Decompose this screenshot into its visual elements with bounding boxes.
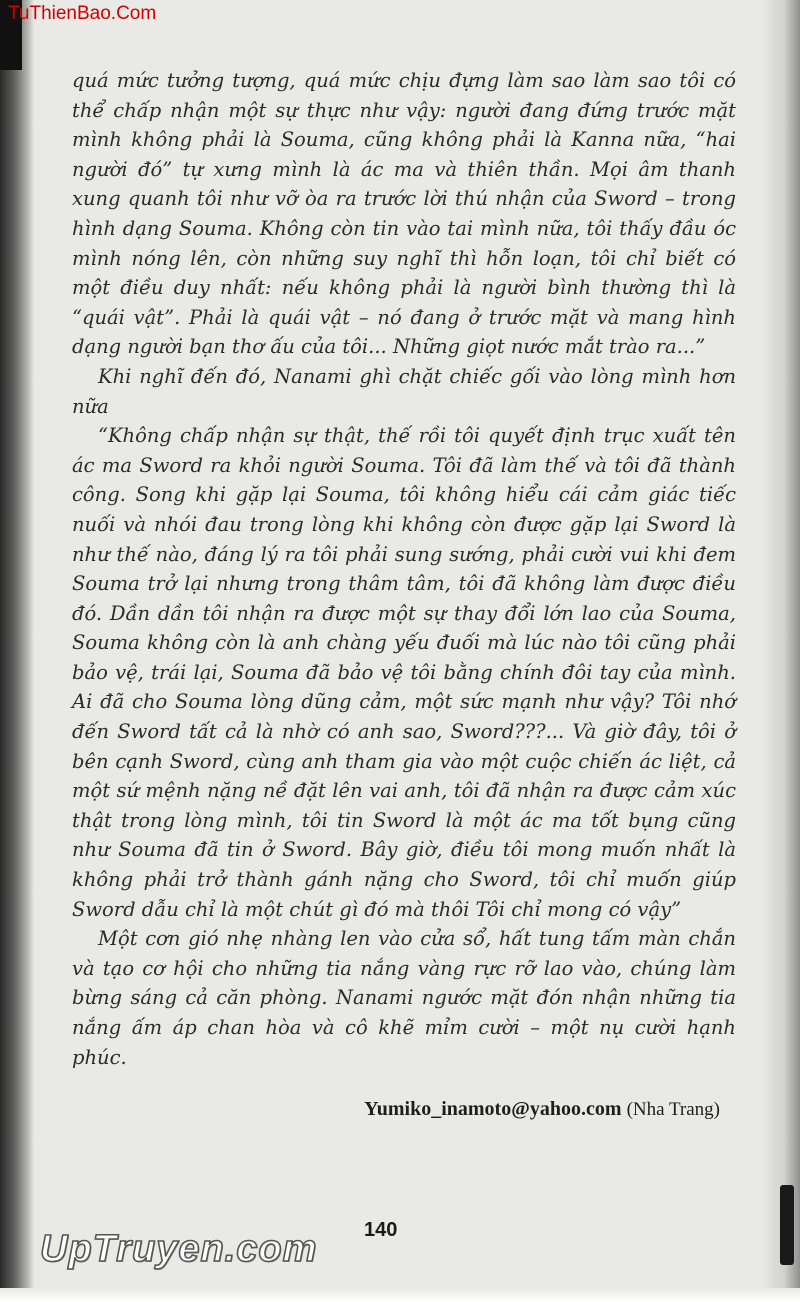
bottom-watermark: UpTruyen.com (40, 1228, 318, 1270)
scan-edge-mark (780, 1185, 794, 1265)
author-email: Yumiko_inamoto@yahoo.com (364, 1098, 622, 1120)
author-location: (Nha Trang) (626, 1099, 720, 1120)
paragraph-3: “Không chấp nhận sự thật, thế rồi tôi quyết định trục xuất tên ác ma Sword ra khỏi người Souma. Tôi đã làm thế và tôi đã thành công. Song khi gặp lại Souma, tôi không hiểu cái cảm giác tiếc nuối và nhói đau trong lòng khi không còn được gặp lại Sword là như thế nào, đáng lý ra tôi phải sung sướng, phải cười vui khi đem Souma trở lại nhưng trong thâm tâm, tôi đã không làm được điều đó. Dần dần tôi nhận ra được một sự thay đổi lớn lao của Souma, Souma không còn là anh chàng yếu đuối mà lúc nào tôi cũng phải bảo vệ, trái lại, Souma đã bảo vệ tôi bằng chính đôi tay của mình. Ai đã cho Souma lòng dũng cảm, một sức mạnh như vậy? Tôi nhớ đến Sword tất cả là nhờ có anh sao, Sword???... Và giờ đây, tôi ở bên cạnh Sword, cùng anh tham gia vào một cuộc chiến ác liệt, cả một sứ mệnh nặng nề đặt lên vai anh, tôi đã nhận ra được cảm xúc thật trong lòng mình, tôi tin Sword là một ác ma tốt bụng cũng như Souma đã tin ở Sword. Bây giờ, điều tôi mong muốn nhất là không phải trở thành gánh nặng cho Sword, tôi chỉ muốn giúp Sword dẫu chỉ là một chút gì đó mà thôi Tôi chỉ mong có vậy” (72, 424, 736, 921)
scan-left-shadow (0, 0, 34, 1302)
scan-bottom-edge (0, 1288, 800, 1302)
story-text (72, 66, 736, 1072)
author-signature (240, 1098, 720, 1121)
scan-right-shadow (760, 0, 800, 1302)
paragraph-1: quá mức tưởng tượng, quá mức chịu đựng làm sao làm sao tôi có thể chấp nhận một sự thực như vậy: người đang đứng trước mặt mình không phải là Souma, cũng không phải là Kanna nữa, “hai người đó” tự xưng mình là ác ma và thiên thần. Mọi âm thanh xung quanh tôi như vỡ òa ra trước lời thú nhận của Sword – trong hình dạng Souma. Không còn tin vào tai mình nữa, tôi thấy đầu óc mình nóng lên, còn những suy nghĩ thì hỗn loạn, tôi chỉ biết có một điều duy nhất: nếu không phải là người bình thường thì là “quái vật”. Phải là quái vật – nó đang ở trước mặt và mang hình dạng người bạn thơ ấu của tôi... Những giọt nước mắt trào ra...” (72, 69, 736, 359)
top-watermark: TuThienBao.Com (8, 3, 157, 24)
page-number: 140 (364, 1219, 398, 1241)
paragraph-4: Một cơn gió nhẹ nhàng len vào cửa sổ, hất tung tấm màn chắn và tạo cơ hội cho những tia nắng vàng rực rỡ lao vào, chúng làm bừng sáng cả căn phòng. Nanami ngước mặt đón nhận những tia nắng ấm áp chan hòa và cô khẽ mỉm cười – một nụ cười hạnh phúc. (72, 927, 736, 1069)
paragraph-2: Khi nghĩ đến đó, Nanami ghì chặt chiếc gối vào lòng mình hơn nữa (72, 364, 736, 418)
